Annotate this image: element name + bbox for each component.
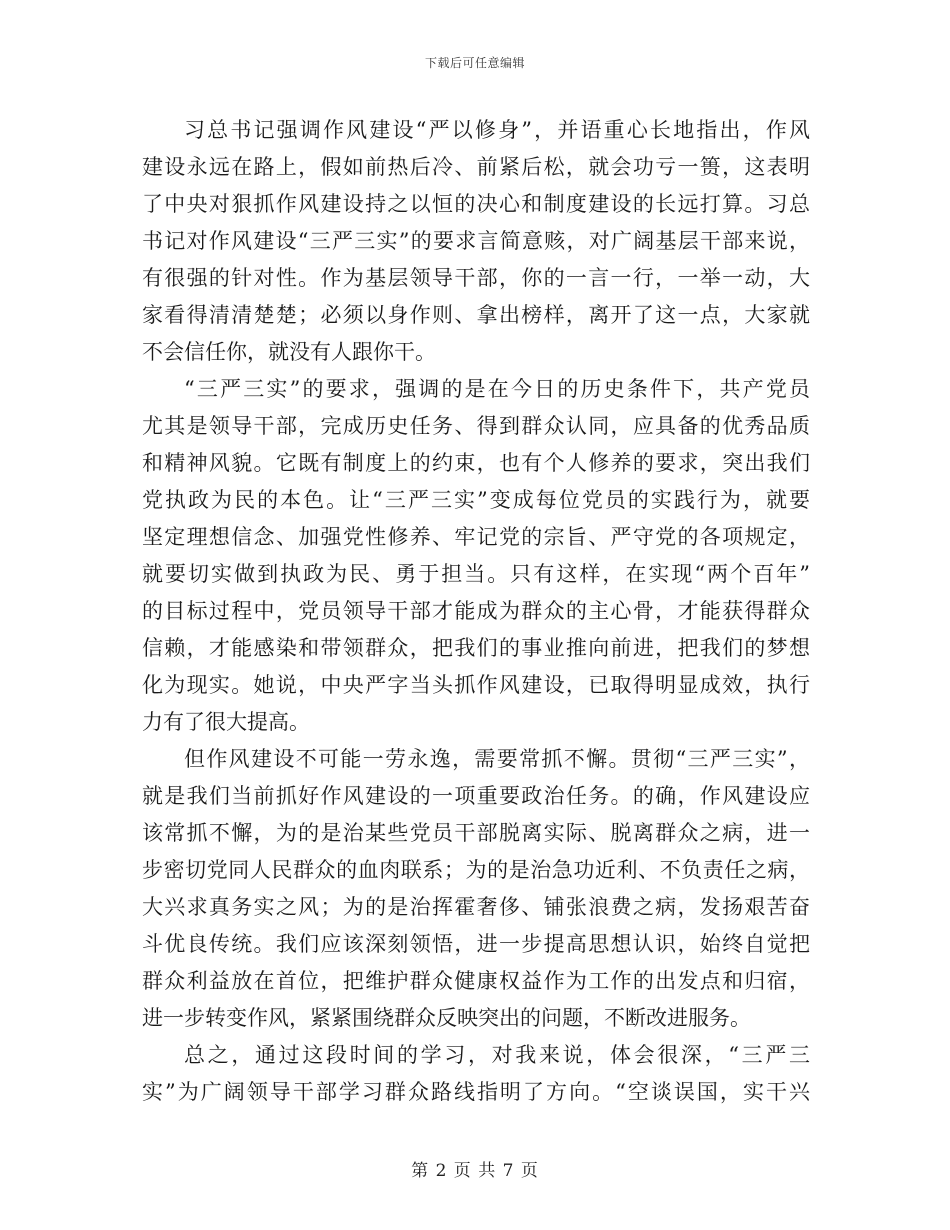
- text-line: 就是我们当前抓好作风建设的一项重要政治任务。的确，作风建设应: [142, 784, 810, 808]
- text-line: 书记对作风建设“三严三实”的要求言简意赅，对广阔基层干部来说，: [142, 229, 810, 253]
- text-line: 该常抓不懈，为的是治某些党员干部脱离实际、脱离群众之病，进一: [142, 821, 810, 845]
- text-line: 进一步转变作风，紧紧围绕群众反映突出的问题，不断改进服务。: [142, 1006, 751, 1030]
- text-line: 了中央对狠抓作风建设持之以恒的决心和制度建设的长远打算。习总: [142, 192, 810, 216]
- text-line: 建设永远在路上，假如前热后冷、前紧后松，就会功亏一篑，这表明: [142, 155, 810, 179]
- text-line: 习总书记强调作风建设“严以修身”，并语重心长地指出，作风: [184, 118, 810, 142]
- text-line: 大兴求真务实之风；为的是治挥霍奢侈、铺张浪费之病，发扬艰苦奋: [142, 895, 810, 919]
- text-line: 步密切党同人民群众的血肉联系；为的是治急功近利、不负责任之病，: [142, 858, 810, 882]
- text-line: 斗优良传统。我们应该深刻领悟，进一步提高思想认识，始终自觉把: [142, 932, 810, 956]
- text-line: 和精神风貌。它既有制度上的约束，也有个人修养的要求，突出我们: [142, 451, 810, 475]
- text-line: 家看得清清楚楚；必须以身作则、拿出榜样，离开了这一点，大家就: [142, 303, 810, 327]
- header-note: 下载后可任意编辑: [424, 56, 525, 70]
- text-line: 化为现实。她说，中央严字当头抓作风建设，已取得明显成效，执行: [142, 673, 810, 697]
- text-line: 尤其是领导干部，完成历史任务、得到群众认同，应具备的优秀品质: [142, 414, 810, 438]
- text-line: 但作风建设不可能一劳永逸，需要常抓不懈。贯彻“三严三实”，: [184, 747, 810, 771]
- text-line: 信赖，才能感染和带领群众，把我们的事业推向前进，把我们的梦想: [142, 636, 810, 660]
- text-line: 总之，通过这段时间的学习，对我来说，体会很深，“三严三: [184, 1043, 810, 1067]
- text-line: 就要切实做到执政为民、勇于担当。只有这样，在实现“两个百年”: [142, 562, 810, 586]
- text-line: 不会信任你，就没有人跟你干。: [142, 340, 436, 364]
- text-line: “三严三实”的要求，强调的是在今日的历史条件下，共产党员: [184, 377, 810, 401]
- text-line: 力有了很大提高。: [142, 710, 310, 734]
- document-body: [142, 112, 810, 1111]
- text-line: 实”为广阔领导干部学习群众路线指明了方向。“空谈误国，实干兴: [142, 1080, 810, 1104]
- text-line: 有很强的针对性。作为基层领导干部，你的一言一行，一举一动，大: [142, 266, 810, 290]
- text-line: 群众利益放在首位，把维护群众健康权益作为工作的出发点和归宿，: [142, 969, 810, 993]
- text-line: 党执政为民的本色。让“三严三实”变成每位党员的实践行为，就要: [142, 488, 810, 512]
- page-number-footer: 第 2 页 共 7 页: [411, 1161, 539, 1181]
- text-line: 的目标过程中，党员领导干部才能成为群众的主心骨，才能获得群众: [142, 599, 810, 623]
- text-line: 坚定理想信念、加强党性修养、牢记党的宗旨、严守党的各项规定，: [142, 525, 810, 549]
